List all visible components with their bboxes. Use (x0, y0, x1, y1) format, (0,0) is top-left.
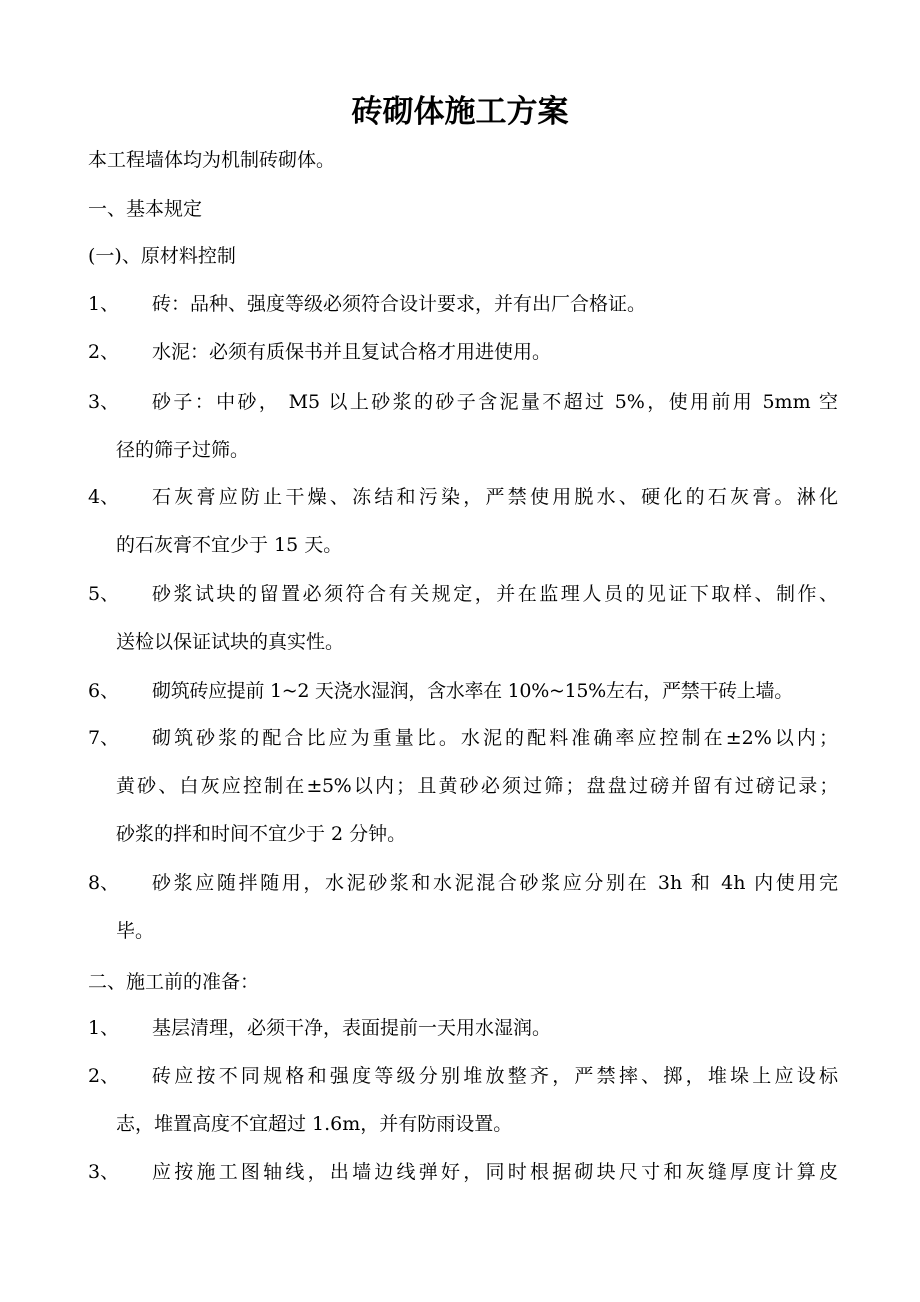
list-item-number: 8、 (88, 872, 120, 894)
list-item-number: 1、 (88, 293, 120, 315)
section-heading-2: 二、施工前的准备： (88, 971, 260, 993)
list-item-text: 基层清理，必须干净，表面提前一天用水湿润。 (152, 1017, 552, 1039)
list-item-number: 7、 (88, 727, 120, 749)
list-item (88, 1052, 838, 1148)
list-item-number: 4、 (88, 486, 120, 508)
list-item-text: 砌筑砂浆的配合比应为重量比。水泥的配料准确率应控制在±2%以内； (152, 727, 838, 749)
list-item-text: 砖应按不同规格和强度等级分别堆放整齐，严禁摔、掷，堆垛上应设标 (152, 1065, 838, 1087)
list-item-number: 5、 (88, 583, 120, 605)
list-item-number: 3、 (88, 391, 120, 413)
subsection-heading-materials: (一)、原材料控制 (88, 245, 236, 267)
list-item (88, 714, 838, 858)
list-item (88, 570, 838, 666)
list-item (88, 859, 838, 955)
section-heading-1: 一、基本规定 (88, 198, 203, 220)
list-item (88, 667, 838, 715)
list-item-text-continued: 的石灰膏不宜少于 15 天。 (116, 534, 343, 556)
list-item (88, 1148, 838, 1196)
list-item-text: 应按施工图轴线，出墙边线弹好，同时根据砌块尺寸和灰缝厚度计算皮 (152, 1161, 838, 1183)
list-item-text: 石灰膏应防止干燥、冻结和污染，严禁使用脱水、硬化的石灰膏。淋化 (152, 486, 838, 508)
list-item (88, 473, 838, 569)
list-item-number: 6、 (88, 680, 120, 702)
list-item (88, 378, 838, 474)
list-item-number: 1、 (88, 1017, 120, 1039)
list-item-text: 砂浆应随拌随用，水泥砂浆和水泥混合砂浆应分别在 3h 和 4h 内使用完 (152, 872, 838, 894)
list-item-text-continued: 径的筛子过筛。 (116, 439, 250, 461)
document-title: 砖砌体施工方案 (351, 94, 569, 130)
list-item-text: 砂子：中砂， M5 以上砂浆的砂子含泥量不超过 5%，使用前用 5mm 空 (152, 391, 838, 413)
intro-paragraph: 本工程墙体均为机制砖砌体。 (88, 149, 336, 171)
list-item-text-continued: 志，堆置高度不宜超过 1.6m，并有防雨设置。 (116, 1113, 513, 1135)
list-item-text-continued: 毕。 (116, 920, 155, 942)
list-item-text: 水泥：必须有质保书并且复试合格才用进使用。 (152, 341, 552, 363)
list-item-text-continued: 砂浆的拌和时间不宜少于 2 分钟。 (116, 823, 407, 845)
list-item-text: 砂浆试块的留置必须符合有关规定，并在监理人员的见证下取样、制作、 (152, 583, 838, 605)
list-item (88, 1004, 838, 1052)
list-item-text: 砌筑砖应提前 1~2 天浇水湿润，含水率在 10%~15%左右，严禁干砖上墙。 (152, 680, 793, 702)
list-item (88, 328, 838, 376)
list-item-number: 2、 (88, 1065, 120, 1087)
list-item (88, 280, 838, 328)
list-item-number: 2、 (88, 341, 120, 363)
list-item-text-continued: 送检以保证试块的真实性。 (116, 631, 345, 653)
list-item-number: 3、 (88, 1161, 120, 1183)
list-item-text-continued: 黄砂、白灰应控制在±5%以内；且黄砂必须过筛；盘盘过磅并留有过磅记录； (116, 775, 838, 797)
list-item-text: 砖：品种、强度等级必须符合设计要求，并有出厂合格证。 (152, 293, 647, 315)
